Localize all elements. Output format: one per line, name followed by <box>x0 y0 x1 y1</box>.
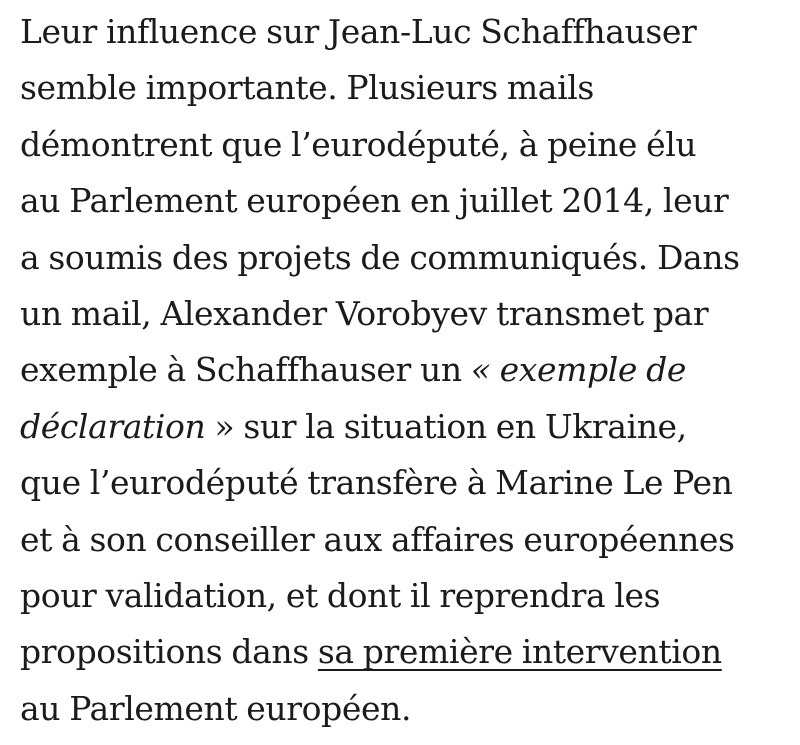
paragraph-line: un mail, Alexander Vorobyev transmet par <box>20 294 709 334</box>
line-text: » sur la situation en Ukraine, <box>205 406 687 446</box>
intervention-link[interactable]: sa première intervention <box>317 632 722 672</box>
paragraph-line: et à son conseiller aux affaires européennes <box>20 519 735 559</box>
line-text: propositions dans <box>20 632 318 672</box>
paragraph-line: au Parlement européen en juillet 2014, leur <box>20 181 729 221</box>
paragraph-line <box>20 399 795 455</box>
line-text: exemple à Schaffhauser un <box>20 350 471 390</box>
quoted-phrase-italic: déclaration <box>20 406 206 446</box>
paragraph-line: a soumis des projets de communiqués. Dans <box>20 237 740 277</box>
quoted-phrase-italic: « exemple de <box>470 350 686 390</box>
paragraph-line: semble importante. Plusieurs mails <box>20 68 594 108</box>
paragraph-line <box>20 342 795 398</box>
paragraph-line: au Parlement européen. <box>20 688 412 728</box>
paragraph-line: pour validation, et dont il reprendra les <box>20 576 661 616</box>
paragraph-line <box>20 624 795 680</box>
paragraph-line: que l’eurodéputé transfère à Marine Le Pen <box>20 463 733 503</box>
paragraph-line: démontrent que l’eurodéputé, à peine élu <box>20 124 697 164</box>
paragraph-line: Leur influence sur Jean-Luc Schaffhauser <box>20 12 697 51</box>
article-paragraph <box>20 4 795 737</box>
